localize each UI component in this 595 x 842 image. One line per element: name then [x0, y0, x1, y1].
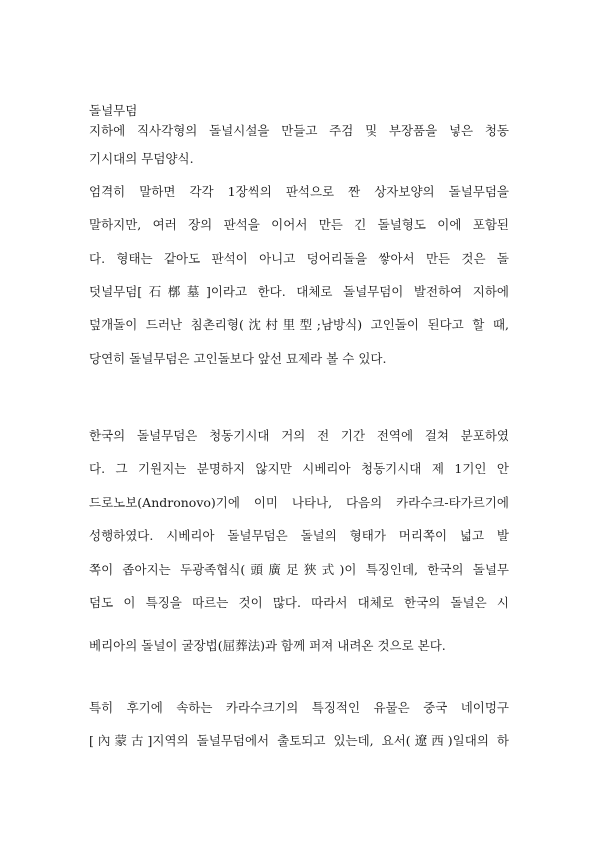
intro-line: 지하에 직사각형의 돌널시설을 만들고 주검 및 부장품을 넣은 청동: [89, 123, 509, 138]
intro-line: 기시대의 무덤양식.: [89, 151, 194, 166]
paragraph-1-line: 말하지만, 여러 장의 판석을 이어서 만든 긴 돌널형도 이에 포함된: [89, 217, 509, 232]
paragraph-3-line: 특히 후기에 속하는 카라수크기의 특징적인 유물은 중국 네이멍구: [89, 700, 509, 715]
paragraph-3-line: [內蒙古]지역의 돌널무덤에서 출토되고 있는데, 요서(遼西)일대의 하: [89, 733, 509, 748]
paragraph-2-line: 한국의 돌널무덤은 청동기시대 거의 전 기간 전역에 걸쳐 분포하였: [89, 428, 509, 443]
paragraph-2-line: 덤도 이 특징을 따르는 것이 많다. 따라서 대체로 한국의 돌널은 시: [89, 595, 509, 610]
paragraph-2-line: 쪽이 좁아지는 두광족협식(頭廣足狹式)이 특징인데, 한국의 돌널무: [89, 562, 509, 577]
paragraph-1-line: 덮개돌이 드러난 침촌리형(沈村里型;남방식) 고인돌이 된다고 할 때,: [89, 317, 509, 332]
paragraph-1-line: 다. 형태는 같아도 판석이 아니고 덩어리돌을 쌓아서 만든 것은 돌: [89, 251, 509, 266]
paragraph-2-line: 드로노보(Andronovo)기에 이미 나타나, 다음의 카라수크-타가르기에: [89, 495, 509, 510]
paragraph-1-line: 엄격히 말하면 각각 1장씩의 판석으로 짠 상자보양의 돌널무덤을: [89, 184, 509, 199]
paragraph-2-line: 성행하였다. 시베리아 돌널무덤은 돌널의 형태가 머리쪽이 넓고 발: [89, 528, 509, 543]
paragraph-2-line: 베리아의 돌널이 굴장법(屈葬法)과 함께 퍼져 내려온 것으로 본다.: [89, 638, 446, 653]
paragraph-1-line: 덧널무덤[石槨墓]이라고 한다. 대체로 돌널무덤이 발전하여 지하에: [89, 284, 509, 299]
paragraph-2-line: 다. 그 기원지는 분명하지 않지만 시베리아 청동기시대 제 1기인 안: [89, 461, 509, 476]
paragraph-1-line: 당연히 돌널무덤은 고인돌보다 앞선 묘제라 볼 수 있다.: [89, 351, 387, 366]
document-title: 돌널무덤: [89, 103, 138, 118]
